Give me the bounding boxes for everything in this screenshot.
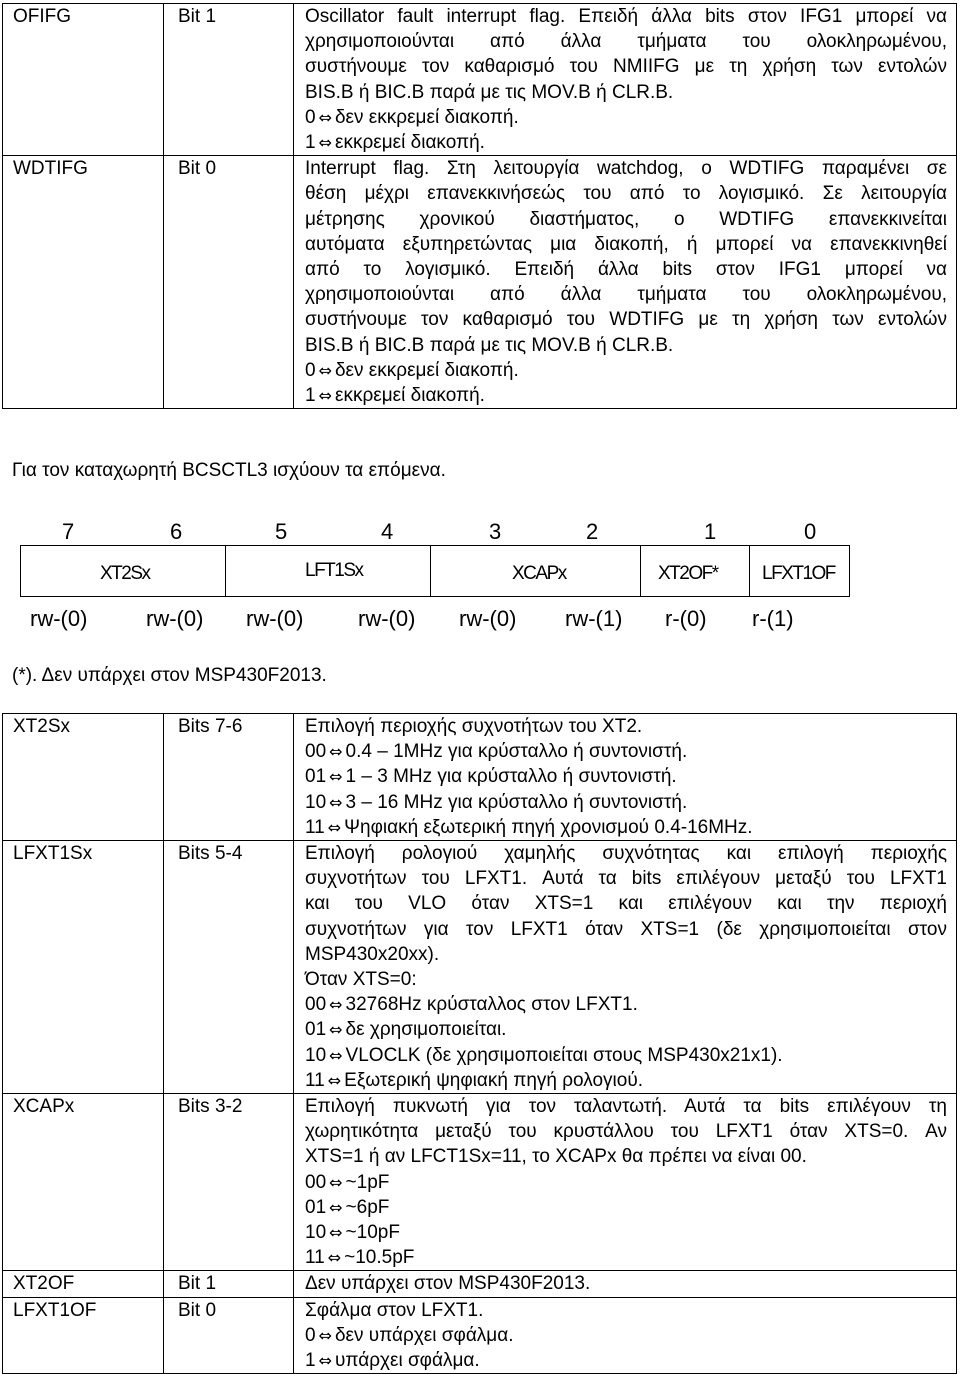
bit-description (294, 1271, 957, 1297)
description-line: MSP430x20xx). (305, 943, 440, 965)
bit-row (3, 1297, 957, 1374)
double-arrow-icon: ⇔ (329, 1197, 343, 1217)
bit-position: Bit 1 (164, 4, 294, 156)
value-text: εκκρεμεί διακοπή. (334, 385, 485, 407)
value-option (305, 1245, 947, 1270)
register-field-label: XT2Sx (100, 563, 150, 584)
description-line: χρησιμοποιούνται από άλλα τμήματα του ολοκληρωμένου, (305, 284, 947, 306)
value-text: ~6pF (345, 1196, 390, 1218)
register-field-label: LFXT1OF (762, 563, 835, 584)
bit-position: Bit 0 (164, 1297, 294, 1374)
description-line: συστήνουμε τον καθαρισμό του WDTIFG με τη χρήση των εντολών (305, 309, 947, 331)
value-option (305, 815, 947, 840)
value-option (305, 1017, 947, 1042)
value-text: 0.4 – 1MHz για κρύσταλλο ή συντονιστή. (345, 741, 688, 763)
bit-row (3, 841, 957, 1094)
bit-name: LFXT1OF (3, 1297, 164, 1374)
value-text: ~10.5pF (344, 1247, 415, 1269)
bit-row (3, 156, 957, 409)
access-type: r-(1) (752, 606, 794, 631)
value-code: 00 (305, 1171, 327, 1193)
double-arrow-icon: ⇔ (327, 1070, 342, 1090)
bit-name: WDTIFG (3, 156, 164, 409)
description-line: και του VLO όταν XTS=1 και επιλέγουν και την περιοχή (305, 893, 947, 915)
double-arrow-icon: ⇔ (329, 1223, 343, 1243)
double-arrow-icon: ⇔ (329, 1020, 343, 1040)
description-line: αυτόματα εξυπηρετώντας μια διακοπή, ή μπορεί να επανεκκινηθεί (305, 233, 947, 255)
bit-number: 4 (381, 519, 394, 544)
bit-name: LFXT1Sx (3, 841, 164, 1094)
double-arrow-icon: ⇔ (318, 107, 332, 127)
description-line: συστήνουμε τον καθαρισμό του NMIIFG με τη χρήση των εντολών (305, 56, 947, 78)
bit-position: Bits 7-6 (164, 714, 294, 841)
double-arrow-icon: ⇔ (329, 1045, 343, 1065)
value-option (305, 105, 947, 130)
value-text: 32768Hz κρύσταλλος στον LFXT1. (345, 994, 638, 1016)
value-option (305, 1348, 947, 1373)
value-option (305, 739, 947, 764)
description-line: Interrupt flag. Στη λειτουργία watchdog, ο WDTIFG παραμένει σε (305, 158, 947, 180)
double-arrow-icon: ⇔ (329, 995, 343, 1015)
description-line: Επιλογή πυκνωτή για τον ταλαντωτή. Αυτά τα bits επιλέγουν τη (305, 1096, 947, 1118)
interrupt-flags-table (2, 3, 957, 409)
double-arrow-icon: ⇔ (329, 1172, 343, 1192)
value-option (305, 1043, 947, 1068)
value-option (305, 992, 947, 1017)
value-option (305, 383, 947, 408)
description-line: χωρητικότητα μεταξύ του κρυστάλλου του LFXT1 όταν XTS=0. Αν (305, 1121, 947, 1143)
value-text: δε χρησιμοποιείται. (345, 1019, 507, 1041)
bit-number: 3 (489, 519, 502, 544)
value-code: 11 (305, 1069, 325, 1091)
double-arrow-icon: ⇔ (329, 792, 343, 812)
register-field-label: LFT1Sx (305, 560, 363, 581)
bit-description (294, 1297, 957, 1374)
double-arrow-icon: ⇔ (327, 817, 342, 837)
value-text: VLOCLK (δε χρησιμοποιείται στους MSP430x21x1). (345, 1044, 783, 1066)
description-line: Όταν XTS=0: (305, 969, 417, 991)
register-field-label: XCAPx (512, 563, 566, 584)
value-option (305, 1323, 947, 1348)
description-line: συχνοτήτων του LFXT1. Αυτά τα bits επιλέγουν μεταξύ του LFXT1 (305, 868, 947, 890)
value-code: 0 (305, 106, 316, 128)
bit-position: Bit 1 (164, 1271, 294, 1297)
register-intro-text: Για τον καταχωρητή BCSCTL3 ισχύουν τα επόμενα. (12, 460, 446, 481)
value-code: 10 (305, 1044, 327, 1066)
description-line: συχνοτήτων για τον LFXT1 όταν XTS=1 (δε χρησιμοποιείται στον (305, 918, 947, 940)
access-type: rw-(0) (146, 606, 204, 631)
access-type: rw-(0) (246, 606, 304, 631)
bit-name: XCAPx (3, 1094, 164, 1271)
bit-row (3, 714, 957, 841)
value-code: 0 (305, 1324, 316, 1346)
description-line: Επιλογή περιοχής συχνοτήτων του XT2. (305, 716, 643, 737)
value-option (305, 790, 947, 815)
description-line: BIS.B ή BIC.B παρά με τις MOV.B ή CLR.B. (305, 81, 674, 103)
bit-description (294, 1094, 957, 1271)
double-arrow-icon: ⇔ (329, 767, 343, 787)
bit-description (294, 841, 957, 1094)
bit-row (3, 4, 957, 156)
value-text: Ψηφιακή εξωτερική πηγή χρονισμού 0.4-16MHz. (344, 816, 753, 838)
value-text: ~10pF (345, 1222, 400, 1244)
value-code: 1 (305, 385, 316, 407)
description-line: Oscillator fault interrupt flag. Επειδή άλλα bits στον IFG1 μπορεί να (305, 6, 947, 27)
bit-description (294, 714, 957, 841)
bit-number: 6 (170, 519, 183, 544)
bit-number: 7 (62, 519, 75, 544)
value-code: 0 (305, 359, 316, 381)
bit-description (294, 4, 957, 156)
value-text: εκκρεμεί διακοπή. (334, 132, 485, 154)
double-arrow-icon: ⇔ (318, 1325, 332, 1345)
description-line: BIS.B ή BIC.B παρά με τις MOV.B ή CLR.B. (305, 334, 674, 356)
description-line: από το λογισμικό. Επειδή άλλα bits στον IFG1 μπορεί να (305, 259, 947, 281)
value-option (305, 1195, 947, 1220)
bit-position: Bit 0 (164, 156, 294, 409)
value-option (305, 1220, 947, 1245)
footnote-text: (*). Δεν υπάρχει στον MSP430F2013. (12, 665, 327, 686)
access-type: rw-(1) (565, 606, 623, 631)
double-arrow-icon: ⇔ (318, 386, 332, 406)
register-field-label: XT2OF* (658, 563, 718, 584)
bit-row (3, 1094, 957, 1271)
value-text: 3 – 16 MHz για κρύσταλλο ή συντονιστή. (345, 791, 688, 813)
value-code: 11 (305, 816, 325, 838)
bit-position: Bits 5-4 (164, 841, 294, 1094)
value-text: Εξωτερική ψηφιακή πηγή ρολογιού. (344, 1069, 643, 1091)
value-text: δεν εκκρεμεί διακοπή. (334, 106, 519, 128)
bit-row (3, 1271, 957, 1297)
value-option (305, 1170, 947, 1195)
bit-name: XT2OF (3, 1271, 164, 1297)
value-text: δεν υπάρχει σφάλμα. (334, 1324, 514, 1346)
value-code: 01 (305, 766, 327, 788)
value-code: 01 (305, 1196, 327, 1218)
double-arrow-icon: ⇔ (318, 133, 332, 153)
access-type: rw-(0) (358, 606, 416, 631)
value-code: 11 (305, 1247, 325, 1269)
bit-description (294, 156, 957, 409)
description-line: μέτρησης χρονικού διαστήματος, ο WDTIFG επανεκκινείται (305, 208, 947, 230)
double-arrow-icon: ⇔ (318, 360, 332, 380)
value-option (305, 1068, 947, 1093)
value-option (305, 358, 947, 383)
value-code: 10 (305, 791, 327, 813)
description-line: Σφάλμα στον LFXT1. (305, 1299, 484, 1321)
value-text: υπάρχει σφάλμα. (334, 1350, 480, 1372)
description-line: Επιλογή ρολογιού χαμηλής συχνότητας και επιλογή περιοχής (305, 843, 947, 865)
description-line: θέση μέχρι επανεκκινήσεώς του από το λογισμικό. Σε λειτουργία (305, 183, 947, 205)
double-arrow-icon: ⇔ (327, 1248, 342, 1268)
bcsctl3-register-diagram (20, 545, 850, 599)
bit-number: 1 (704, 519, 717, 544)
access-type: r-(0) (665, 606, 707, 631)
double-arrow-icon: ⇔ (329, 742, 343, 762)
description-line: Δεν υπάρχει στον MSP430F2013. (305, 1273, 591, 1295)
bit-number: 5 (275, 519, 288, 544)
description-line: χρησιμοποιούνται από άλλα τμήματα του ολοκληρωμένου, (305, 31, 947, 53)
double-arrow-icon: ⇔ (318, 1351, 332, 1371)
bit-number: 0 (804, 519, 817, 544)
value-code: 00 (305, 994, 327, 1016)
bcsctl3-bits-table (2, 713, 957, 1374)
value-code: 01 (305, 1019, 327, 1041)
description-line: XTS=1 ή αν LFCT1Sx=11, το XCAPx θα πρέπει να είναι 00. (305, 1146, 807, 1168)
access-type: rw-(0) (30, 606, 88, 631)
value-text: δεν εκκρεμεί διακοπή. (334, 359, 519, 381)
bit-name: OFIFG (3, 4, 164, 156)
access-type: rw-(0) (459, 606, 517, 631)
value-text: ~1pF (345, 1171, 390, 1193)
value-option (305, 764, 947, 789)
bit-position: Bits 3-2 (164, 1094, 294, 1271)
bit-number: 2 (586, 519, 599, 544)
value-option (305, 130, 947, 155)
value-code: 10 (305, 1222, 327, 1244)
value-code: 00 (305, 741, 327, 763)
value-text: 1 – 3 MHz για κρύσταλλο ή συντονιστή. (345, 766, 677, 788)
value-code: 1 (305, 132, 316, 154)
value-code: 1 (305, 1350, 316, 1372)
bit-name: XT2Sx (3, 714, 164, 841)
